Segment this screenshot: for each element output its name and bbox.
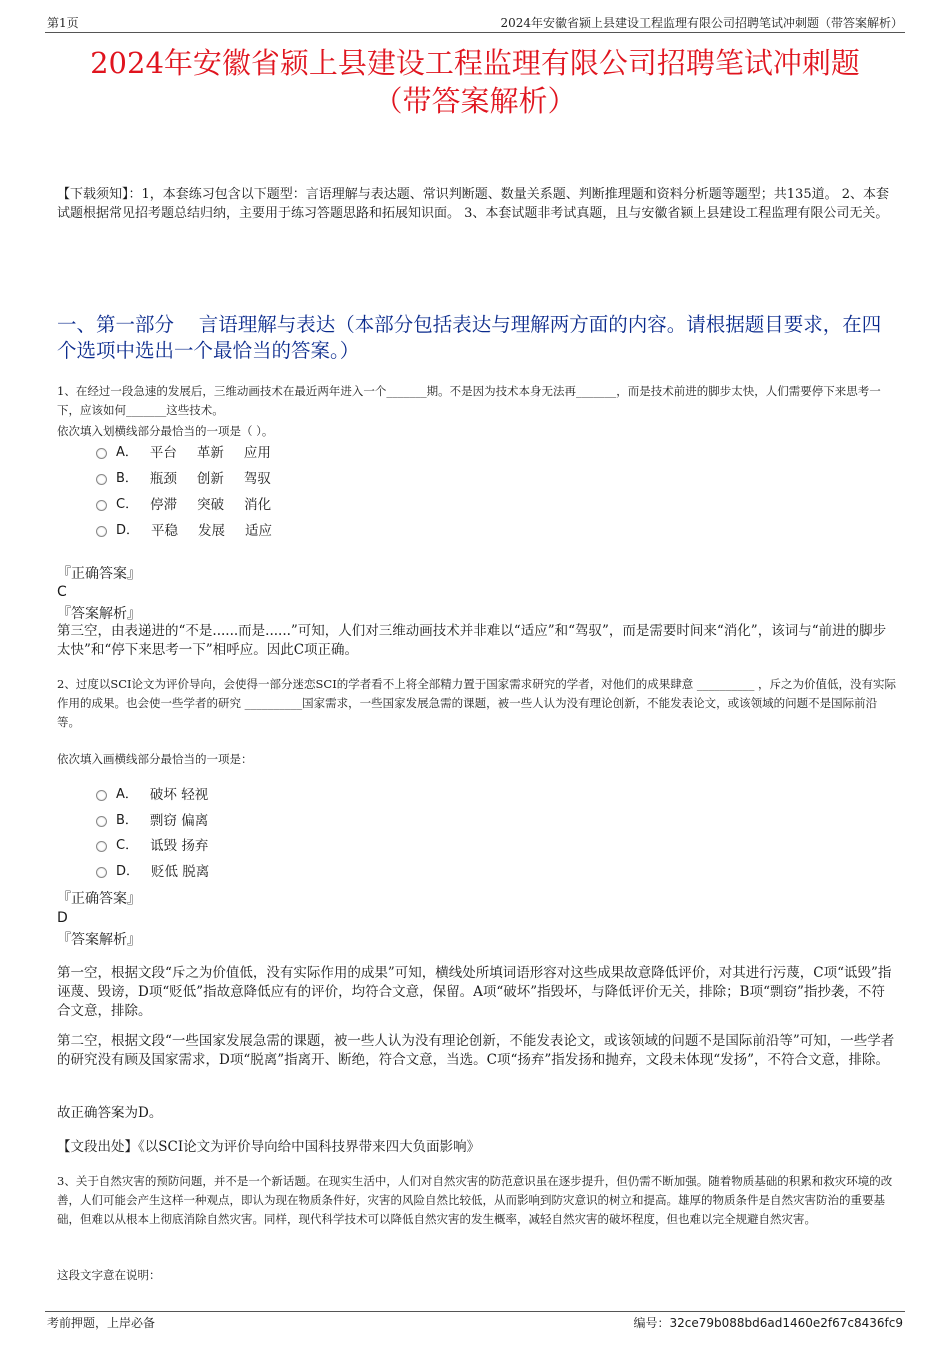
page-subtitle: （带答案解析） xyxy=(373,84,577,118)
q2-instruction: 依次填入画横线部分最恰当的一项是： xyxy=(57,752,253,766)
radio-icon[interactable] xyxy=(96,816,107,827)
radio-icon[interactable] xyxy=(96,448,107,459)
q2-option-c[interactable]: C． 诋毁 扬弃 xyxy=(96,836,228,856)
q3-stem: 3、关于自然灾害的预防问题，并不是一个新话题。在现实生活中，人们对自然灾害的防范意识虽在逐步提升，但仍需不断加强。随着物质基础的积累和救灾环境的改善，人们可能会产生这样一种观点，即认为现在物质条件好，灾害的风险自然比较低，从而影响到防灾意识的树立和提高。雄厚的物质条件是自然灾害防治的重要基础，但难以从根本上彻底消除自然灾害。同样，现代科学技术可以降低自然灾害的发生概率，减轻自然灾害的破坏程度，但也难以完全规避自然灾害。 xyxy=(57,1174,893,1226)
page-title: 2024年安徽省颍上县建设工程监理有限公司招聘笔试冲刺题 xyxy=(90,46,860,80)
q1-stem: 1、在经过一段急速的发展后，三维动画技术在最近两年进入一个_______期。不是因为技术本身无法再_______，而是技术前进的脚步太快，人们需要停下来思考一下，应该如何_______这些技术。 xyxy=(57,384,881,417)
footer-divider xyxy=(45,1311,905,1312)
radio-icon[interactable] xyxy=(96,841,107,852)
radio-icon[interactable] xyxy=(96,500,107,511)
q1-option-b[interactable]: B． 瓶颈 创新 驾驭 xyxy=(96,469,291,489)
q1-answer: C xyxy=(57,584,67,600)
q2-option-b[interactable]: B． 剽窃 偏离 xyxy=(96,811,228,831)
footer-slogan: 考前押题，上岸必备 xyxy=(47,1316,156,1330)
section-heading: 一、第一部分 言语理解与表达（本部分包括表达与理解两方面的内容。请根据题目要求，在四个选项中选出一个最恰当的答案。） xyxy=(57,313,882,362)
q1-option-c[interactable]: C． 停滞 突破 消化 xyxy=(96,495,291,515)
q1-instruction: 依次填入划横线部分最恰当的一项是（ ）。 xyxy=(57,424,274,438)
q1-option-a[interactable]: A． 平台 革新 应用 xyxy=(96,443,291,463)
code-label: 编号： xyxy=(633,1316,670,1330)
q2-answer: D xyxy=(57,910,68,926)
q1-analysis: 第三空，由表递进的“不是......而是......”可知，人们对三维动画技术并非难以“适应”和“驾驭”，而是需要时间来“消化”，该词与“前进的脚步太快”和“停下来思考一下”相呼应。因此C项正确。 xyxy=(57,623,887,658)
document-code xyxy=(633,1314,903,1331)
q2-option-d[interactable]: D． 贬低 脱离 xyxy=(96,862,229,882)
q2-answer-label: 『正确答案』 xyxy=(57,891,141,907)
q1-option-d[interactable]: D． 平稳 发展 适应 xyxy=(96,521,292,541)
code-value: 32ce79b088bd6ad1460e2f67c8436fc9 xyxy=(669,1316,903,1330)
q2-stem: 2、过度以SCI论文为评价导向，会使得一部分迷恋SCI的学者看不上将全部精力置于国家需求研究的学者，对他们的成果肆意 __________ ，斥之为价值低，没有实际作用的成果。也会使一些学者的研究 __________国家需求，一些国家发展急需的课题，被一些人认为没有理论创新，不能发表论文，或该领域的问题不是国际前沿等。 xyxy=(57,677,897,729)
page-number: 第1页 xyxy=(47,16,79,30)
q2-analysis-paragraph-1: 第一空，根据文段“斥之为价值低，没有实际作用的成果”可知，横线处所填词语形容对这些成果故意降低评价，对其进行污蔑，C项“诋毁”指诬蔑、毁谤，D项“贬低”指故意降低应有的评价，均符合文意，保留。A项“破坏”指毁坏，与降低评价无关，排除；B项“剽窃”指抄袭，不符合文意，排除。 xyxy=(57,965,892,1019)
q1-answer-label: 『正确答案』 xyxy=(57,566,141,582)
running-title: 2024年安徽省颍上县建设工程监理有限公司招聘笔试冲刺题（带答案解析） xyxy=(500,16,903,30)
q2-conclusion: 故正确答案为D。 xyxy=(57,1105,163,1121)
q2-analysis-paragraph-2: 第二空，根据文段“一些国家发展急需的课题，被一些人认为没有理论创新，不能发表论文，或该领域的问题不是国际前沿等”可知，一些学者的研究没有顾及国家需求，D项“脱离”指离开、断绝，符合文意，当选。C项“扬弃”指发扬和抛弃，文段未体现“发扬”，不符合文意，排除。 xyxy=(57,1033,895,1068)
radio-icon[interactable] xyxy=(96,474,107,485)
header-divider xyxy=(45,32,905,33)
q1-analysis-label: 『答案解析』 xyxy=(57,606,141,622)
radio-icon[interactable] xyxy=(96,867,107,878)
q3-prompt: 这段文字意在说明： xyxy=(57,1268,161,1282)
q2-option-a[interactable]: A． 破坏 轻视 xyxy=(96,785,228,805)
q2-source: 【文段出处】《以SCI论文为评价导向给中国科技界带来四大负面影响》 xyxy=(57,1139,481,1155)
radio-icon[interactable] xyxy=(96,790,107,801)
download-notice: 【下载须知】：1，本套练习包含以下题型：言语理解与表达题、常识判断题、数量关系题、判断推理题和资料分析题等题型；共135道。 2、本套试题根据常见招考题总结归纳，主要用于练习答题思路和拓展知识面。 3、本套试题非考试真题，且与安徽省颍上县建设工程监理有限公司无关。 xyxy=(57,187,889,221)
q2-analysis-label: 『答案解析』 xyxy=(57,932,141,948)
radio-icon[interactable] xyxy=(96,526,107,537)
